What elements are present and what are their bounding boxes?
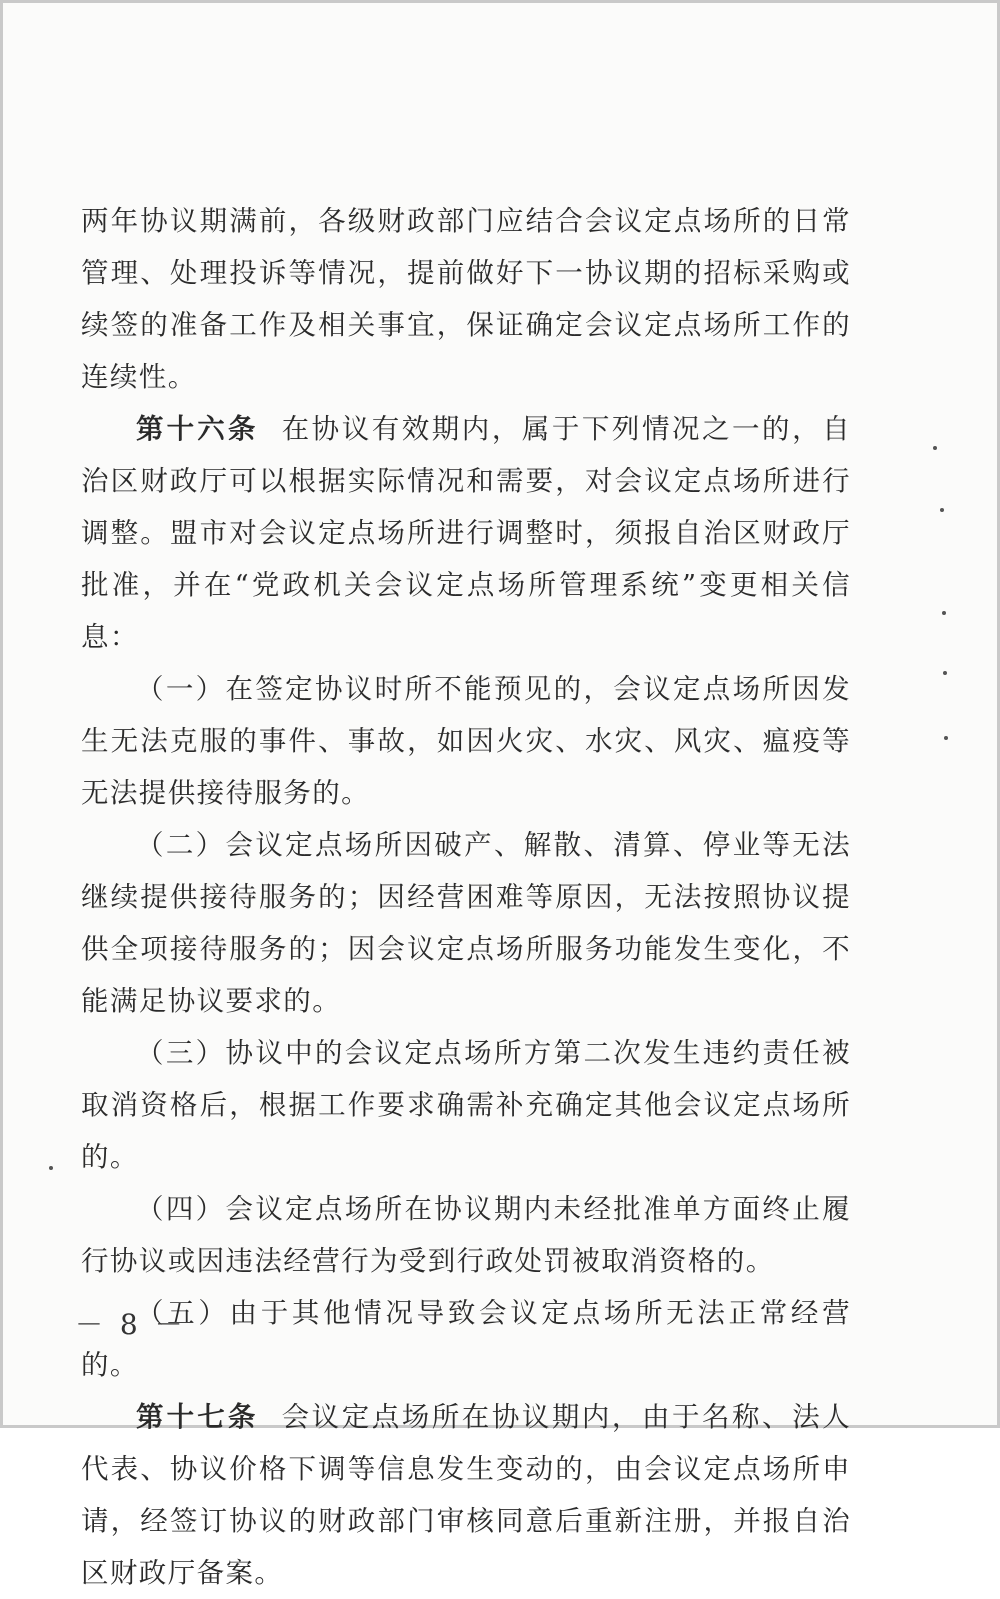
article-label: 第十七条	[136, 1401, 259, 1433]
scan-speck	[942, 611, 946, 615]
article-17	[81, 1391, 851, 1599]
clause-4	[81, 1183, 851, 1287]
clause-text: （五）由于其他情况导致会议定点场所无法正常经营的。	[81, 1297, 851, 1381]
clause-text: （三）协议中的会议定点场所方第二次发生违约责任被取消资格后，根据工作要求确需补充确定其他会议定点场所的。	[81, 1037, 851, 1173]
article-label: 第十六条	[136, 413, 259, 445]
scan-speck	[933, 446, 937, 450]
clause-2	[81, 819, 851, 1027]
clause-5	[81, 1287, 851, 1391]
clause-text: （二）会议定点场所因破产、解散、清算、停业等无法继续提供接待服务的；因经营困难等原因，无法按照协议提供全项接待服务的；因会议定点场所服务功能发生变化，不能满足协议要求的。	[81, 829, 851, 1017]
scan-speck	[944, 736, 948, 740]
paragraph-text: 两年协议期满前，各级财政部门应结合会议定点场所的日常管理、处理投诉等情况，提前做好下一协议期的招标采购或续签的准备工作及相关事宜，保证确定会议定点场所工作的连续性。	[81, 205, 851, 393]
article-16	[81, 403, 851, 663]
document-body	[81, 195, 851, 1599]
clause-3	[81, 1027, 851, 1183]
page-number: － 8 －	[75, 1308, 187, 1341]
clause-1	[81, 663, 851, 819]
scan-speck	[49, 1166, 53, 1170]
scan-speck	[940, 508, 944, 512]
article-text: 会议定点场所在协议期内，由于名称、法人代表、协议价格下调等信息发生变动的，由会议定点场所申请，经签订协议的财政部门审核同意后重新注册，并报自治区财政厅备案。	[81, 1401, 852, 1589]
scan-speck	[943, 671, 947, 675]
clause-text: （一）在签定协议时所不能预见的，会议定点场所因发生无法克服的事件、事故，如因火灾、水灾、风灾、瘟疫等无法提供接待服务的。	[81, 673, 851, 809]
clause-text: （四）会议定点场所在协议期内未经批准单方面终止履行协议或因违法经营行为受到行政处罚被取消资格的。	[81, 1193, 851, 1277]
article-text: 在协议有效期内，属于下列情况之一的，自治区财政厅可以根据实际情况和需要，对会议定点场所进行调整。盟市对会议定点场所进行调整时，须报自治区财政厅批准，并在“党政机关会议定点场所管理系统”变更相关信息：	[81, 413, 852, 653]
paragraph-continuation	[81, 195, 851, 403]
